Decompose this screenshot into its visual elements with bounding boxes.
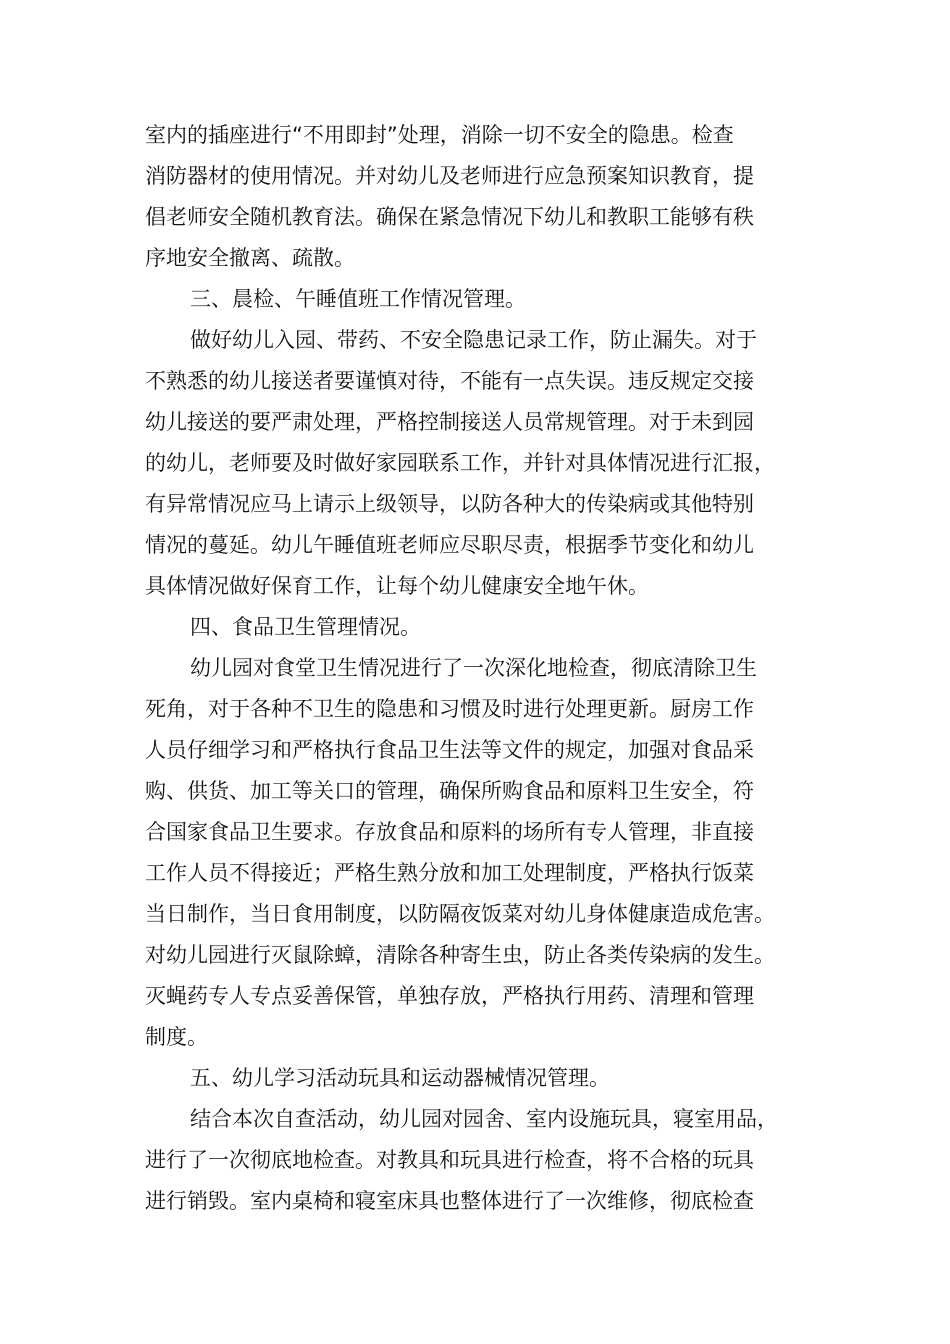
body-text-line: 不熟悉的幼儿接送者要谨慎对待，不能有一点失误。违反规定交接: [145, 369, 754, 393]
section-heading: 五、幼儿学习活动玩具和运动器械情况管理。: [190, 1066, 610, 1090]
body-text-line: 进行销毁。室内桌椅和寝室床具也整体进行了一次维修，彻底检查: [145, 1189, 754, 1213]
body-text-line: 情况的蔓延。幼儿午睡值班老师应尽职尽责，根据季节变化和幼儿: [145, 533, 754, 557]
body-text-line: 幼儿园对食堂卫生情况进行了一次深化地检查，彻底清除卫生: [190, 656, 757, 680]
section-heading: 四、食品卫生管理情况。: [190, 615, 421, 639]
body-text-line: 对幼儿园进行灭鼠除蟑，清除各种寄生虫，防止各类传染病的发生。: [145, 943, 775, 967]
body-text-line: 进行了一次彻底地检查。对教具和玩具进行检查，将不合格的玩具: [145, 1148, 754, 1172]
body-text-line: 序地安全撤离、疏散。: [145, 246, 355, 270]
body-text-line: 幼儿接送的要严肃处理，严格控制接送人员常规管理。对于未到园: [145, 410, 754, 434]
body-text-line: 人员仔细学习和严格执行食品卫生法等文件的规定，加强对食品采: [145, 738, 754, 762]
body-text-line: 购、供货、加工等关口的管理，确保所购食品和原料卫生安全，符: [145, 779, 754, 803]
body-text-line: 合国家食品卫生要求。存放食品和原料的场所有专人管理，非直接: [145, 820, 754, 844]
body-text-line: 做好幼儿入园、带药、不安全隐患记录工作，防止漏失。对于: [190, 328, 757, 352]
body-text-line: 灭蝇药专人专点妥善保管，单独存放，严格执行用药、清理和管理: [145, 984, 754, 1008]
body-text-line: 的幼儿，老师要及时做好家园联系工作，并针对具体情况进行汇报，: [145, 451, 775, 475]
body-text-line: 死角，对于各种不卫生的隐患和习惯及时进行处理更新。厨房工作: [145, 697, 754, 721]
body-text-line: 具体情况做好保育工作，让每个幼儿健康安全地午休。: [145, 574, 649, 598]
body-text-line: 工作人员不得接近；严格生熟分放和加工处理制度，严格执行饭菜: [145, 861, 754, 885]
body-text-line: 倡老师安全随机教育法。确保在紧急情况下幼儿和教职工能够有秩: [145, 205, 754, 229]
section-heading: 三、晨检、午睡值班工作情况管理。: [190, 287, 526, 311]
body-text-line: 制度。: [145, 1025, 208, 1049]
body-text-line: 结合本次自查活动，幼儿园对园舍、室内设施玩具，寝室用品，: [190, 1107, 778, 1131]
body-text-line: 室内的插座进行“不用即封”处理，消除一切不安全的隐患。检查: [145, 123, 734, 147]
body-text-line: 有异常情况应马上请示上级领导，以防各种大的传染病或其他特别: [145, 492, 754, 516]
body-text-line: 当日制作，当日食用制度，以防隔夜饭菜对幼儿身体健康造成危害。: [145, 902, 775, 926]
body-text-line: 消防器材的使用情况。并对幼儿及老师进行应急预案知识教育，提: [145, 164, 754, 188]
